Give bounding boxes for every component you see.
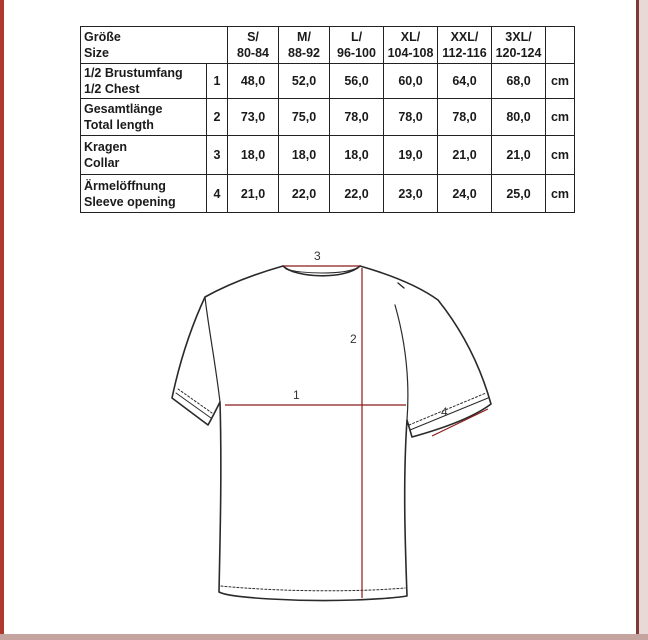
row-label-de: 1/2 Brustumfang bbox=[84, 66, 183, 80]
value-cell: 75,0 bbox=[279, 99, 330, 136]
size-name: XXL/ bbox=[450, 30, 479, 44]
value-cell: 23,0 bbox=[384, 175, 438, 213]
row-label-de: Ärmelöffnung bbox=[84, 178, 166, 193]
label-chest: 1 bbox=[293, 388, 300, 402]
value-cell: 68,0 bbox=[492, 64, 546, 99]
size-range: 104-108 bbox=[387, 46, 434, 60]
size-range: 112-116 bbox=[442, 46, 487, 60]
value-cell: 52,0 bbox=[279, 64, 330, 99]
value-cell: 78,0 bbox=[384, 99, 438, 136]
row-label-en: 1/2 Chest bbox=[84, 82, 140, 96]
row-number: 3 bbox=[207, 136, 228, 175]
size-name: L/ bbox=[350, 30, 363, 44]
value-cell: 56,0 bbox=[330, 64, 384, 99]
value-cell: 22,0 bbox=[279, 175, 330, 213]
value-cell: 78,0 bbox=[438, 99, 492, 136]
value-cell: 21,0 bbox=[492, 136, 546, 175]
unit-cell: cm bbox=[546, 175, 575, 213]
value-cell: 48,0 bbox=[228, 64, 279, 99]
tshirt-outline bbox=[172, 266, 491, 601]
row-label-de: Gesamtlänge bbox=[84, 102, 163, 116]
row-number: 1 bbox=[207, 64, 228, 99]
size-name: 3XL/ bbox=[505, 30, 532, 44]
value-cell: 80,0 bbox=[492, 99, 546, 136]
value-cell: 18,0 bbox=[330, 136, 384, 175]
row-label-de: Kragen bbox=[84, 140, 128, 154]
value-cell: 21,0 bbox=[438, 136, 492, 175]
value-cell: 60,0 bbox=[384, 64, 438, 99]
row-label-en: Collar bbox=[84, 156, 120, 170]
size-name: M/ bbox=[297, 30, 311, 44]
measurement-labels bbox=[293, 249, 448, 419]
label-collar: 3 bbox=[314, 249, 321, 263]
size-label-de: Größe bbox=[84, 30, 121, 44]
value-cell: 64,0 bbox=[438, 64, 492, 99]
value-cell: 24,0 bbox=[438, 175, 492, 213]
size-label-en: Size bbox=[84, 46, 110, 60]
size-range: 80-84 bbox=[237, 46, 269, 60]
label-length: 2 bbox=[350, 332, 357, 346]
value-cell: 21,0 bbox=[228, 175, 279, 213]
row-number: 4 bbox=[207, 175, 228, 213]
size-name: S/ bbox=[247, 30, 259, 44]
unit-cell: cm bbox=[546, 99, 575, 136]
value-cell: 18,0 bbox=[279, 136, 330, 175]
unit-cell: cm bbox=[546, 64, 575, 99]
unit-cell: cm bbox=[546, 136, 575, 175]
value-cell: 22,0 bbox=[330, 175, 384, 213]
size-range: 120-124 bbox=[495, 46, 542, 60]
size-range: 96-100 bbox=[337, 46, 376, 60]
value-cell: 18,0 bbox=[228, 136, 279, 175]
value-cell: 25,0 bbox=[492, 175, 546, 213]
value-cell: 73,0 bbox=[228, 99, 279, 136]
measurement-lines bbox=[225, 266, 488, 598]
row-label-en: Total length bbox=[84, 118, 154, 132]
size-range: 88-92 bbox=[288, 46, 320, 60]
size-name: XL/ bbox=[400, 30, 421, 44]
row-number: 2 bbox=[207, 99, 228, 136]
value-cell: 78,0 bbox=[330, 99, 384, 136]
row-label-en: Sleeve opening bbox=[84, 194, 176, 209]
label-sleeve: 4 bbox=[441, 405, 448, 419]
value-cell: 19,0 bbox=[384, 136, 438, 175]
